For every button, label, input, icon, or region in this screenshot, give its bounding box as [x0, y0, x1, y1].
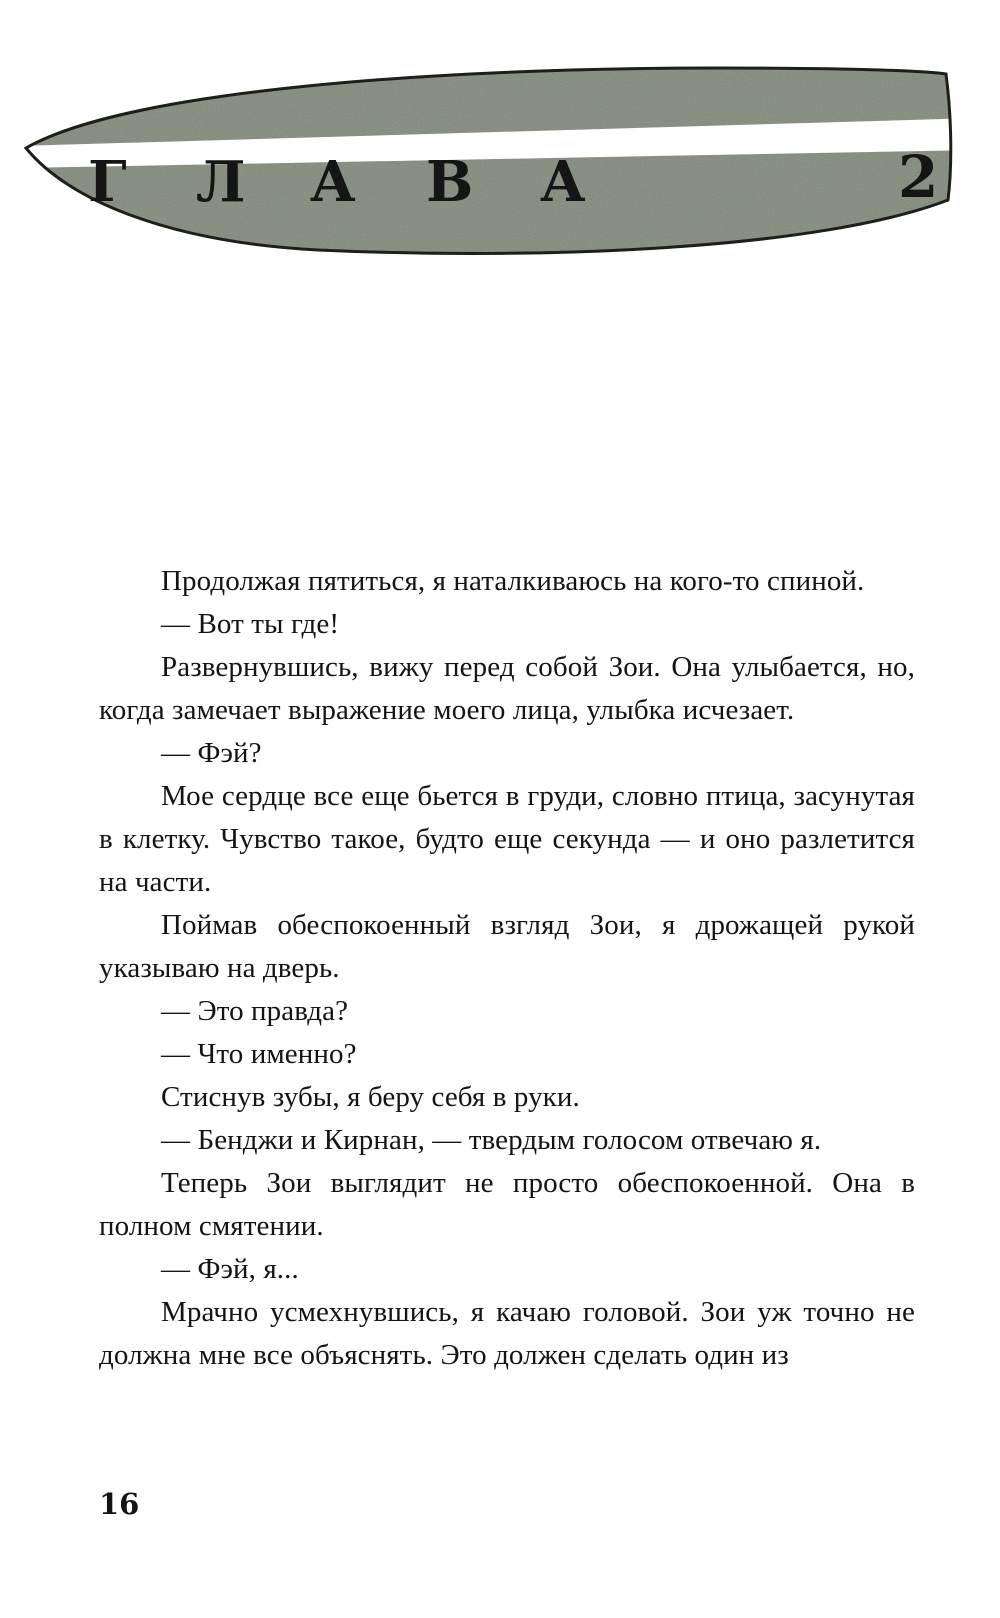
paragraph: Развернувшись, вижу перед собой Зои. Она улыбается, но, когда замечает выражение моего лица, улыбка исчезает.: [99, 651, 915, 726]
dialog-line: — Это правда?: [161, 995, 349, 1027]
chapter-letter: Л: [196, 149, 246, 215]
dialog-line: — Бенджи и Кирнан, — твердым голосом отвечаю я.: [161, 1124, 822, 1156]
dialog-line: — Вот ты где!: [161, 608, 340, 640]
chapter-letter: В: [426, 149, 474, 215]
paragraph: Мрачно усмехнувшись, я качаю головой. Зои уж точно не должна мне все объяснять. Это должен сделать один из: [99, 1296, 915, 1371]
page-number: 16: [99, 1487, 140, 1521]
chapter-number: 2: [898, 143, 939, 211]
chapter-title: [18, 50, 978, 270]
paragraph: Мое сердце все еще бьется в груди, словно птица, засунутая в клетку. Чувство такое, будто еще секунда — и оно разлетится на части.: [99, 780, 915, 898]
dialog-line: — Фэй, я...: [161, 1253, 299, 1285]
paragraph: Продолжая пятиться, я наталкиваюсь на кого-то спиной.: [161, 565, 865, 597]
paragraph: Стиснув зубы, я беру себя в руки.: [161, 1081, 580, 1113]
paragraph: Поймав обеспокоенный взгляд Зои, я дрожащей рукой указываю на дверь.: [99, 909, 915, 984]
chapter-letter: А: [540, 149, 586, 215]
paragraph: Теперь Зои выглядит не просто обеспокоенной. Она в полном смятении.: [99, 1167, 915, 1242]
chapter-letter: А: [310, 149, 356, 215]
dialog-line: — Что именно?: [161, 1038, 357, 1070]
chapter-letter: Г: [88, 149, 127, 215]
dialog-line: — Фэй?: [161, 737, 262, 769]
chapter-banner: [18, 50, 978, 270]
chapter-text: [99, 560, 915, 1377]
